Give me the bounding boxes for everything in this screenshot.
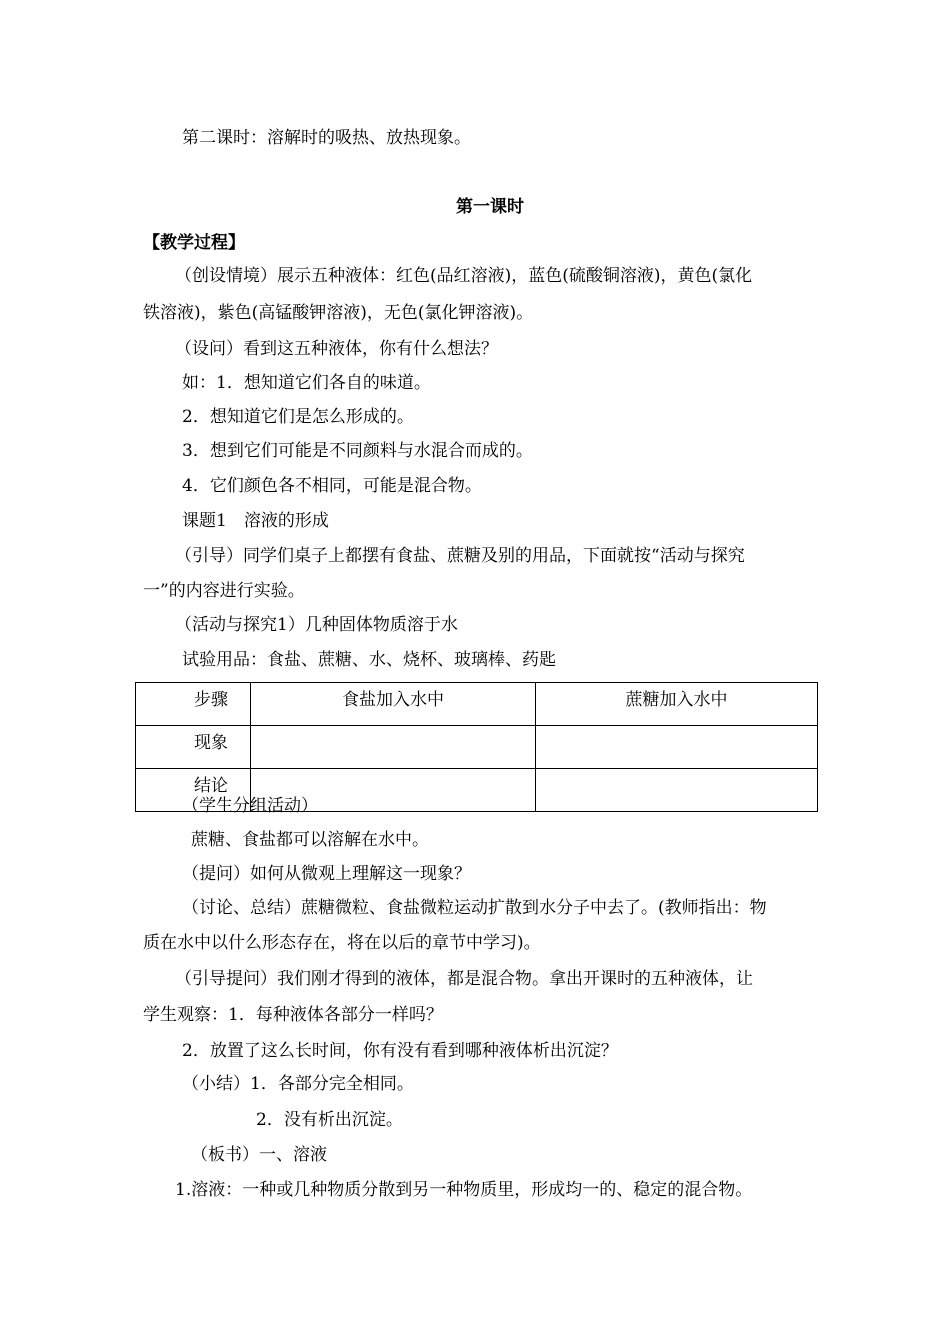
table-cell [536, 769, 818, 812]
table-header-row [136, 683, 818, 726]
text-line: （引导）同学们桌子上都摆有食盐、蔗糖及别的用品，下面就按“活动与探究 [175, 546, 745, 566]
text-line: （创设情境）展示五种液体：红色(品红溶液)，蓝色(硫酸铜溶液)，黄色(氯化 [175, 266, 753, 286]
text-line: 3．想到它们可能是不同颜料与水混合而成的。 [182, 441, 533, 461]
text-line: （提问）如何从微观上理解这一现象？ [182, 864, 471, 884]
text-line: 2．想知道它们是怎么形成的。 [182, 407, 414, 427]
text-line: 2．放置了这么长时间，你有没有看到哪种液体析出沉淀？ [182, 1041, 618, 1061]
text-line: （小结）1．各部分完全相同。 [182, 1074, 414, 1094]
text-line: （活动与探究1）几种固体物质溶于水 [175, 615, 458, 635]
text-line: 质在水中以什么形态存在，将在以后的章节中学习)。 [143, 933, 541, 953]
table-row [136, 726, 818, 769]
text-line: 蔗糖、食盐都可以溶解在水中。 [191, 830, 429, 850]
text-line: （引导提问）我们刚才得到的液体，都是混合物。拿出开课时的五种液体，让 [175, 969, 753, 989]
table-header-cell: 步骤 [136, 683, 251, 726]
table-header-cell: 食盐加入水中 [251, 683, 536, 726]
text-line: 4．它们颜色各不相同，可能是混合物。 [182, 476, 482, 496]
text-line: 1.溶液：一种或几种物质分散到另一种物质里，形成均一的、稳定的混合物。 [175, 1180, 753, 1200]
text-line: 如：1．想知道它们各自的味道。 [182, 373, 431, 393]
table-cell: 现象 [136, 726, 251, 769]
text-line: （讨论、总结）蔗糖微粒、食盐微粒运动扩散到水分子中去了。(教师指出：物 [182, 898, 767, 918]
text-line: （设问）看到这五种液体，你有什么想法？ [175, 339, 498, 359]
text-line: 课题1 溶液的形成 [182, 511, 329, 531]
text-line: （学生分组活动） [182, 796, 318, 816]
text-line: （板书）一、溶液 [191, 1145, 327, 1165]
table-cell [251, 726, 536, 769]
text-line: 铁溶液)，紫色(高锰酸钾溶液)，无色(氯化钾溶液)。 [143, 303, 534, 323]
text-line: 2．没有析出沉淀。 [256, 1110, 403, 1130]
text-line: 第二课时：溶解时的吸热、放热现象。 [182, 128, 471, 148]
text-line: 学生观察：1．每种液体各部分一样吗？ [143, 1005, 443, 1025]
table-cell [536, 726, 818, 769]
section-heading: 【教学过程】 [143, 233, 245, 253]
text-line: 试验用品：食盐、蔗糖、水、烧杯、玻璃棒、药匙 [182, 650, 556, 670]
table-header-cell: 蔗糖加入水中 [536, 683, 818, 726]
experiment-table [135, 682, 818, 812]
text-line: 一”的内容进行实验。 [143, 581, 305, 601]
section-title: 第一课时 [456, 197, 524, 217]
table-cell: 结论 [136, 769, 251, 812]
